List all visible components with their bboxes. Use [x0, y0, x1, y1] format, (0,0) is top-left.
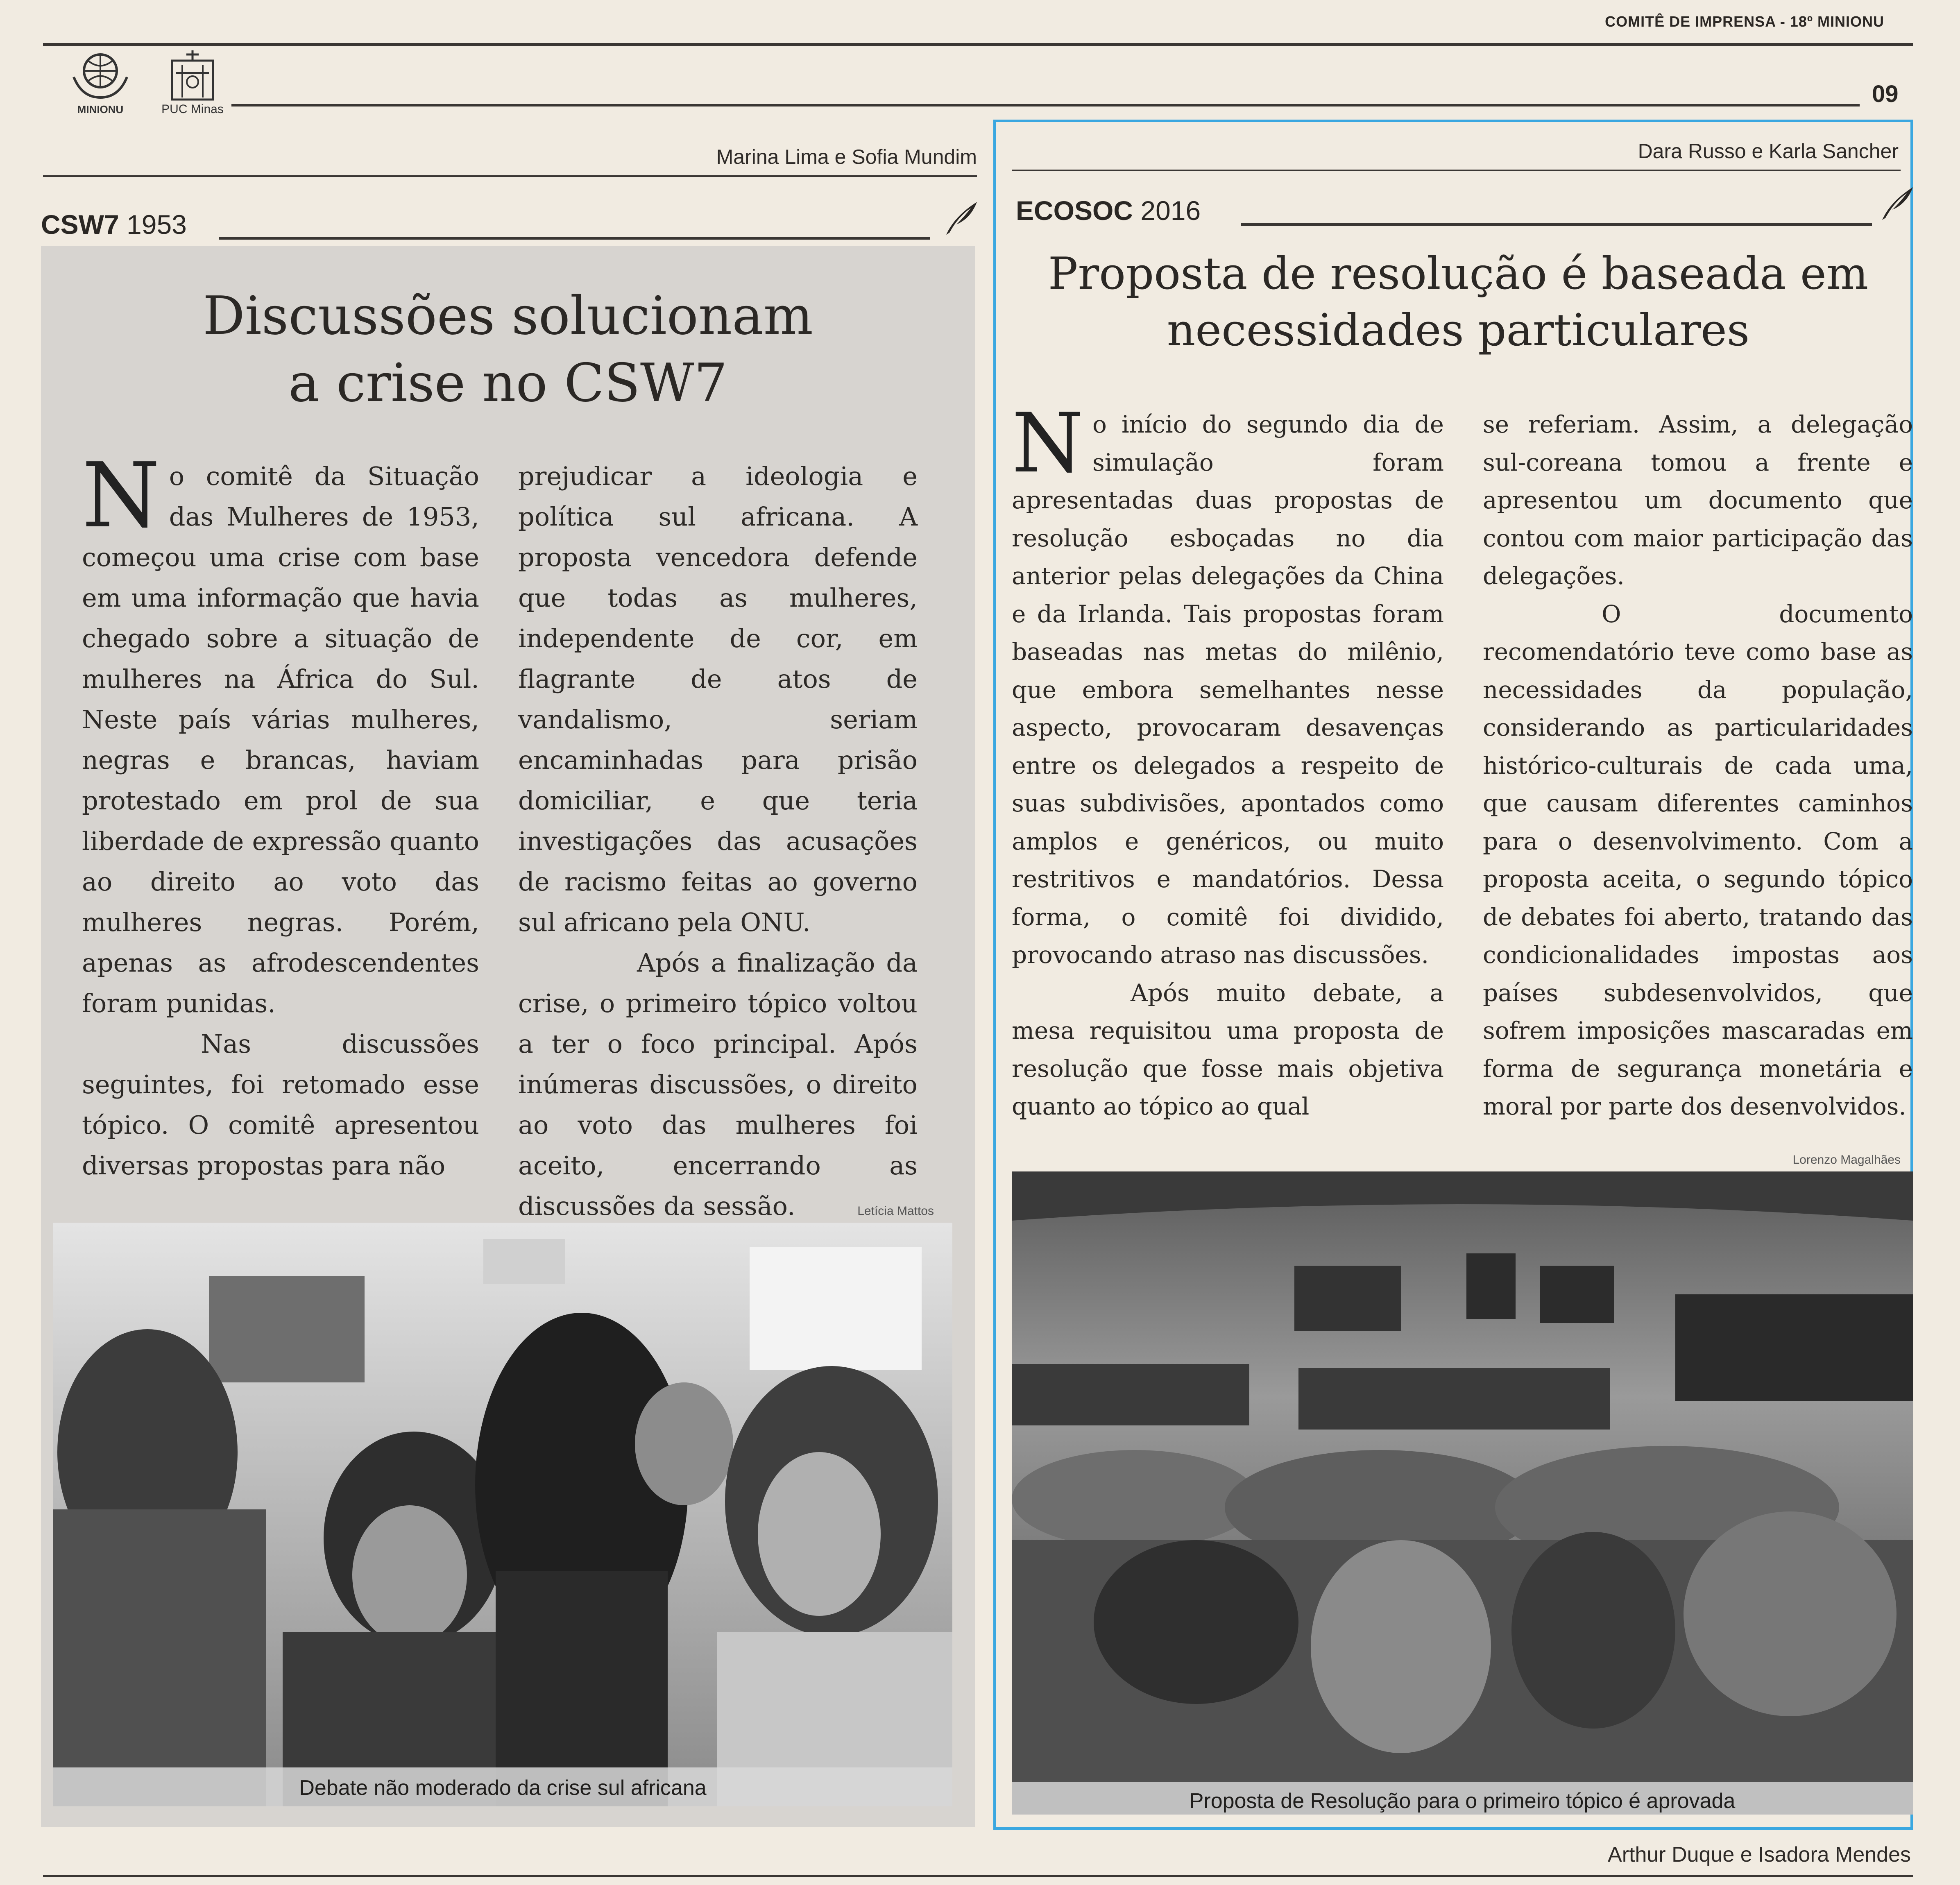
minionu-logo-caption: MINIONU: [77, 103, 124, 116]
header-rule-top: [43, 43, 1913, 46]
right-col2-p2: O documento recomendatório teve como base as necessidades da população, considerando as particularidades histórico-culturais de cada uma, que causam diferentes caminhos para o desenvolvimento. Com a proposta aceita, o segundo tópico de debates foi aberto, tratando das condicionalidades impostas aos países subdesenvolvidos, que sofrem imposições mascaradas em forma de segurança monetária e moral por parte dos desenvolvidos.: [1483, 600, 1913, 1120]
footer-rule: [43, 1875, 1913, 1877]
left-photo-credit: Letícia Mattos: [857, 1204, 934, 1218]
footer-byline: Arthur Duque e Isadora Mendes: [1608, 1843, 1911, 1867]
right-section-tag: [1016, 195, 1201, 226]
left-section-tag: [41, 209, 187, 240]
puc-minas-logo-caption: PUC Minas: [161, 102, 224, 116]
right-photo-caption: Proposta de Resolução para o primeiro tópico é aprovada: [1189, 1789, 1736, 1813]
left-article-col2: [518, 456, 918, 1226]
left-section-name: CSW7: [41, 209, 119, 240]
right-photo-credit: Lorenzo Magalhães: [1792, 1153, 1901, 1167]
right-byline: Dara Russo e Karla Sancher: [1638, 140, 1899, 163]
right-byline-rule: [1012, 170, 1901, 171]
left-dropcap: N: [82, 444, 160, 548]
minionu-logo: [66, 48, 135, 110]
right-col2-p1: se referiam. Assim, a delegação sul-coreana tomou a frente e apresentou um documento que contou com maior participação das delegações.: [1483, 410, 1913, 590]
quill-icon: [942, 200, 979, 237]
left-col2-p2: Após a finalização da crise, o primeiro tópico voltou a ter o foco principal. Após inúmeras discussões, o direito ao voto das mulheres foi aceito, encerrando as discussões da sessão.: [518, 948, 918, 1221]
left-section-rule: [219, 237, 930, 240]
right-section-name: ECOSOC: [1016, 195, 1133, 226]
left-headline-line1: Discussões solucionam: [203, 285, 813, 347]
left-headline-line2: a crise no CSW7: [288, 352, 727, 414]
left-photo-caption: Debate não moderado da crise sul africana: [299, 1776, 707, 1800]
left-headline: [57, 283, 958, 417]
paper-name: COMITÊ DE IMPRENSA - 18º MINIONU: [1605, 13, 1884, 30]
left-byline: Marina Lima e Sofia Mundim: [716, 145, 977, 168]
left-section-year: 1953: [127, 209, 187, 240]
right-article-col2: [1483, 406, 1913, 1126]
right-headline: [1008, 246, 1909, 359]
right-dropcap: N: [1012, 396, 1083, 491]
right-headline-line1: Proposta de resolução é baseada em: [1048, 248, 1869, 299]
right-photo: [1012, 1171, 1913, 1815]
left-byline-rule: [43, 175, 977, 177]
right-col1-p2: Após muito debate, a mesa requisitou uma proposta de resolução que fosse mais objetiva quanto ao tópico ao qual: [1012, 979, 1444, 1120]
right-section-year: 2016: [1140, 195, 1201, 226]
left-col1-p1: o comitê da Situação das Mulheres de 1953, começou uma crise com base em uma informação que havia chegado sobre a situação de mulheres na África do Sul. Neste país várias mulheres, negras e brancas, haviam protestado em prol de sua liberdade de expressão quanto ao direito ao voto das mulheres negras. Porém, apenas as afrodescendentes foram punidas.: [82, 461, 479, 1018]
puc-minas-logo: [162, 48, 223, 104]
right-article-col1: [1012, 396, 1444, 1126]
left-article-col1: [82, 444, 479, 1186]
right-section-rule: [1241, 223, 1872, 226]
right-col1-p1: o início do segundo dia de simulação foram apresentadas duas propostas de resolução esboçadas no dia anterior pelas delegações da China e da Irlanda. Tais propostas foram baseadas nas metas do milênio, que embora semelhantes nesse aspecto, provocaram desavenças entre os delegados a respeito de suas subdivisões, apontados como amplos e genéricos, ou muito restritivos e mandatórios. Dessa forma, o comitê foi dividido, provocando atraso nas discussões.: [1012, 410, 1444, 969]
left-col1-p2: Nas discussões seguintes, foi retomado esse tópico. O comitê apresentou diversas propostas para não: [82, 1029, 479, 1180]
right-headline-line2: necessidades particulares: [1167, 305, 1750, 356]
header-rule-logos: [231, 104, 1860, 106]
quill-icon-right: [1878, 185, 1915, 222]
left-col2-p1: prejudicar a ideologia e política sul africana. A proposta vencedora defende que todas as mulheres, independente de cor, em flagrante de atos de vandalismo, seriam encaminhadas para prisão domiciliar, e que teria investigações das acusações de racismo feitas ao governo sul africano pela ONU.: [518, 461, 918, 937]
left-photo: [53, 1223, 952, 1806]
page-number: 09: [1872, 81, 1899, 107]
